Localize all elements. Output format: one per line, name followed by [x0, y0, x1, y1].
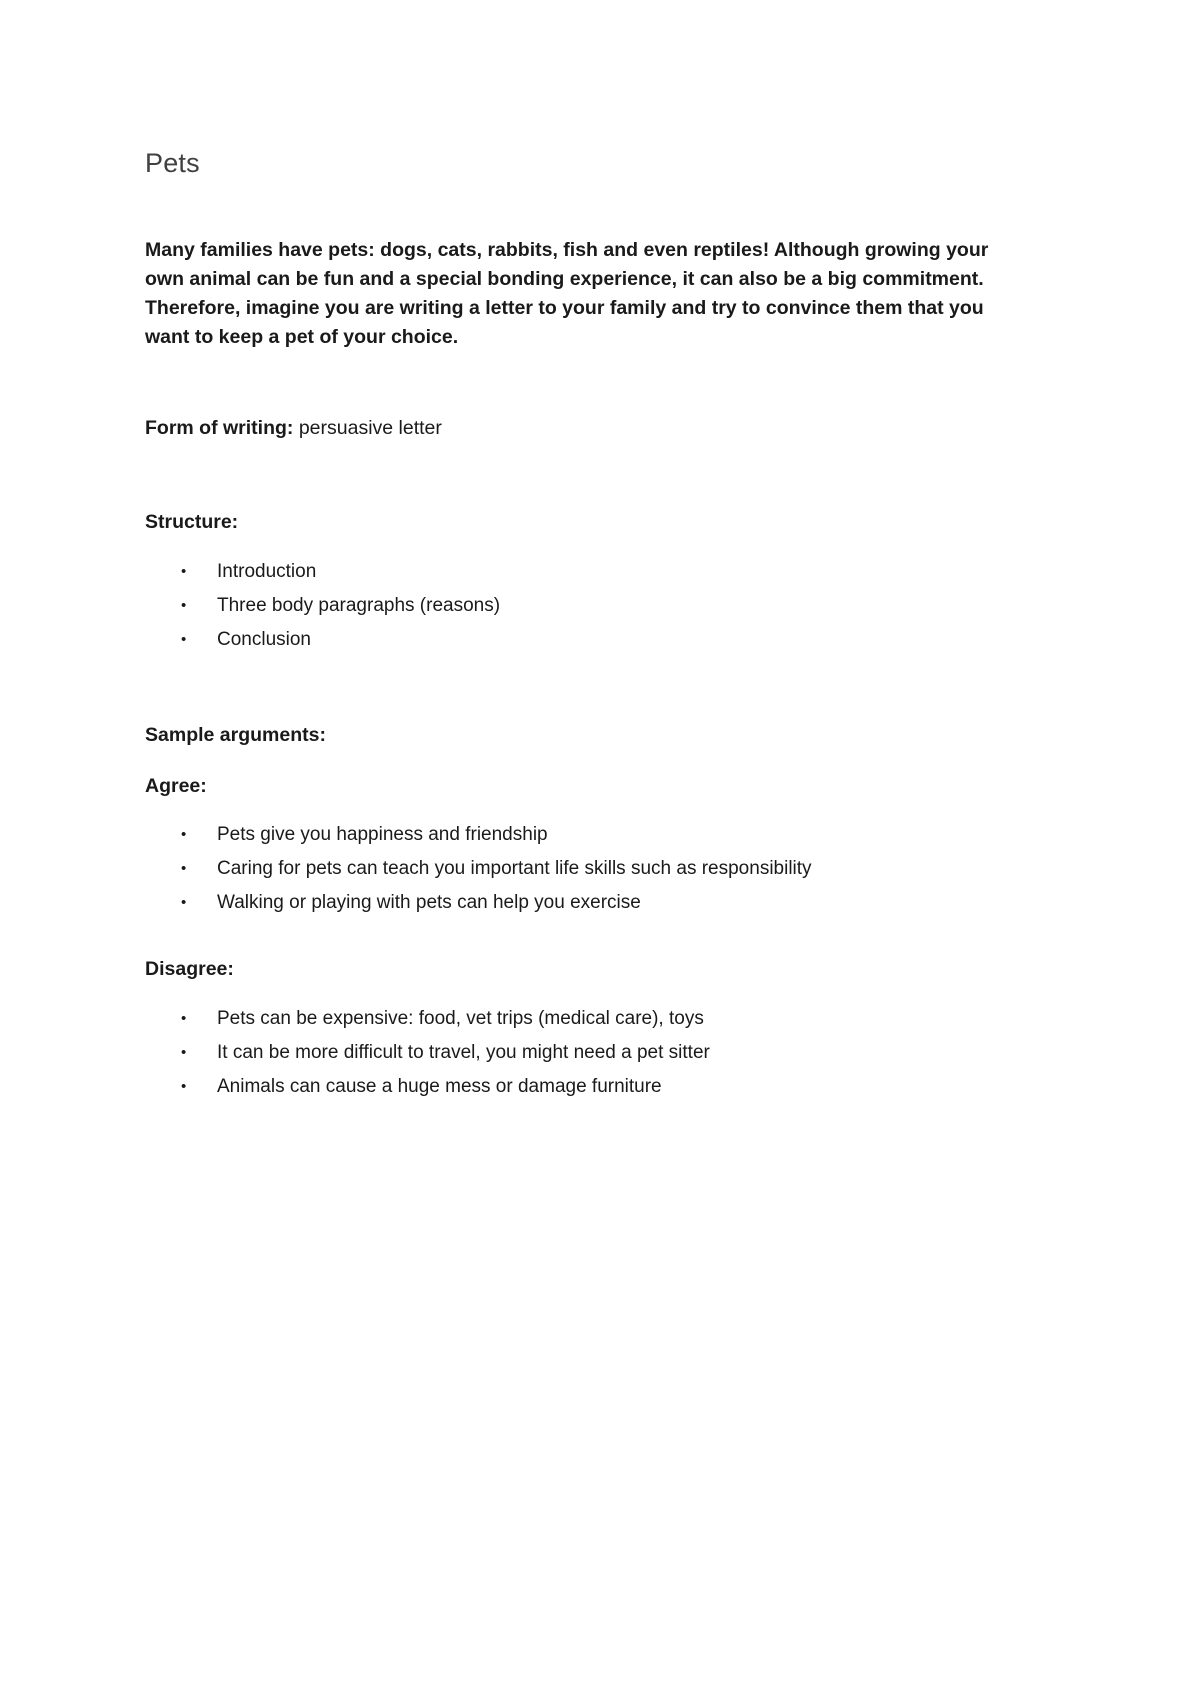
list-item: • Conclusion	[145, 623, 500, 657]
form-of-writing-label: Form of writing:	[145, 417, 294, 439]
structure-heading: Structure:	[145, 511, 239, 533]
list-item: • It can be more difficult to travel, you might need a pet sitter	[145, 1036, 710, 1070]
page-title: Pets	[145, 148, 200, 178]
intro-paragraph: Many families have pets: dogs, cats, rabbits, fish and even reptiles! Although growing your own animal can be fun and a special bonding experience, it can also be a big commitment. Therefore, imagine you are writing a letter to your family and try to convince them that you want to keep a pet of your choice.	[145, 239, 989, 348]
agree-list	[145, 818, 812, 920]
list-item: • Caring for pets can teach you important life skills such as responsibility	[145, 852, 812, 886]
bullet-icon: •	[181, 1010, 187, 1027]
bullet-icon: •	[181, 826, 187, 843]
bullet-icon: •	[181, 1044, 187, 1061]
list-item: • Pets give you happiness and friendship	[145, 818, 812, 852]
list-item: • Three body paragraphs (reasons)	[145, 589, 500, 623]
form-of-writing-value: persuasive letter	[293, 417, 442, 439]
list-item: • Animals can cause a huge mess or damage furniture	[145, 1070, 710, 1104]
list-item: • Walking or playing with pets can help you exercise	[145, 886, 812, 920]
bullet-icon: •	[181, 860, 187, 877]
list-item: • Introduction	[145, 555, 500, 589]
bullet-icon: •	[181, 563, 187, 580]
bullet-icon: •	[181, 894, 187, 911]
sample-arguments-heading: Sample arguments:	[145, 724, 326, 746]
list-item: • Pets can be expensive: food, vet trips (medical care), toys	[145, 1002, 710, 1036]
bullet-icon: •	[181, 1078, 187, 1095]
disagree-heading: Disagree:	[145, 958, 234, 980]
bullet-icon: •	[181, 631, 187, 648]
disagree-list	[145, 1002, 710, 1104]
form-of-writing	[145, 417, 442, 440]
structure-list	[145, 555, 500, 657]
agree-heading: Agree:	[145, 775, 207, 797]
bullet-icon: •	[181, 597, 187, 614]
